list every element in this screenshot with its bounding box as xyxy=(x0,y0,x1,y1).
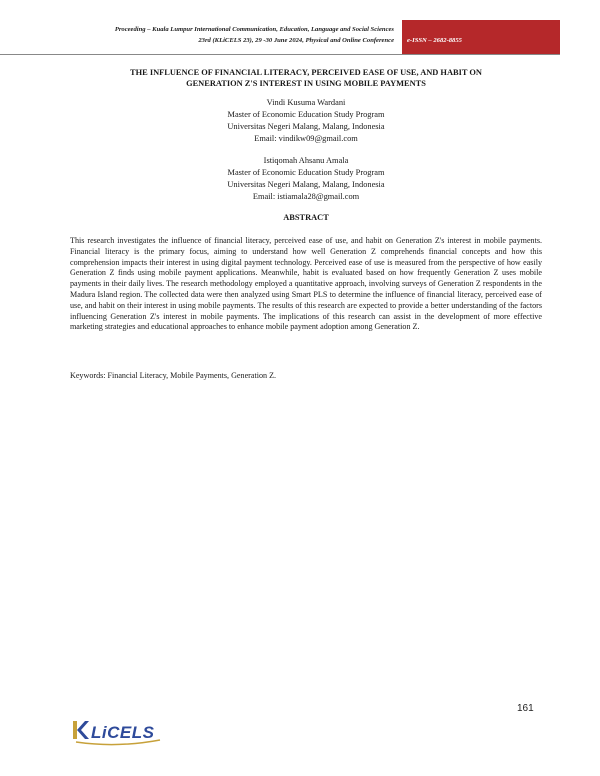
paper-title xyxy=(70,67,542,89)
conference-details: 23rd (KLiCELS 23), 29 -30 June 2024, Physical and Online Conference xyxy=(198,37,394,44)
author-name: Vindi Kusuma Wardani xyxy=(266,98,346,107)
author-name: Istiqomah Ahsanu Amala xyxy=(263,156,349,165)
abstract-heading: ABSTRACT xyxy=(283,213,329,222)
author-affiliation: Universitas Negeri Malang, Malang, Indonesia xyxy=(227,122,385,131)
page-number: 161 xyxy=(517,703,534,714)
running-header xyxy=(0,20,560,55)
author-email: Email: istiamala28@gmail.com xyxy=(252,192,360,201)
abstract-text: This research investigates the influence of financial literacy, perceived ease of use, and habit on Generation Z's interest in mobile payments. Financial literacy is the primary focus, aiming to understand how well Generation Z comprehends financial concepts and how this comprehension impacts their interest in using digital payment technology. Perceived ease of use is measured from the perspective of how easily Generation Z finds using mobile payment applications. Meanwhile, habit is evaluated based on how frequently Generation Z uses mobile payments in their daily lives. The research methodology employed a quantitative approach, involving surveys of Generation Z respondents in the Madura Island region. The collected data were then analyzed using Smart PLS to determine the influence of financial literacy, perceived ease of use, and habit on their interest in using mobile payments. The results of this research are expected to provide a better understanding of the factors influencing Generation Z's interest in mobile payments. The implications of this research can assist in the development of more effective marketing strategies and educational approaches to enhance mobile payment adoption among Generation Z. xyxy=(70,236,542,332)
author-program: Master of Economic Education Study Program xyxy=(227,168,385,177)
klicels-logo-icon xyxy=(72,718,162,746)
issn-label: e-ISSN – 2682-8855 xyxy=(407,37,462,44)
title-line-1: THE INFLUENCE OF FINANCIAL LITERACY, PERCEIVED EASE OF USE, AND HABIT ON xyxy=(130,68,482,77)
keywords: Keywords: Financial Literacy, Mobile Payments, Generation Z. xyxy=(70,371,277,380)
author-1 xyxy=(70,97,542,145)
svg-text:LiCELS: LiCELS xyxy=(91,723,155,742)
author-affiliation: Universitas Negeri Malang, Malang, Indonesia xyxy=(227,180,385,189)
author-email: Email: vindikw09@gmail.com xyxy=(254,134,358,143)
title-line-2: GENERATION Z'S INTEREST IN USING MOBILE PAYMENTS xyxy=(186,79,426,88)
conference-name: Proceeding – Kuala Lumpur International Communication, Education, Language and Social Sciences xyxy=(114,26,394,33)
issn-box xyxy=(402,20,560,54)
klicels-logo xyxy=(72,718,162,746)
conference-info xyxy=(115,24,394,46)
author-program: Master of Economic Education Study Program xyxy=(227,110,385,119)
author-2 xyxy=(70,155,542,203)
